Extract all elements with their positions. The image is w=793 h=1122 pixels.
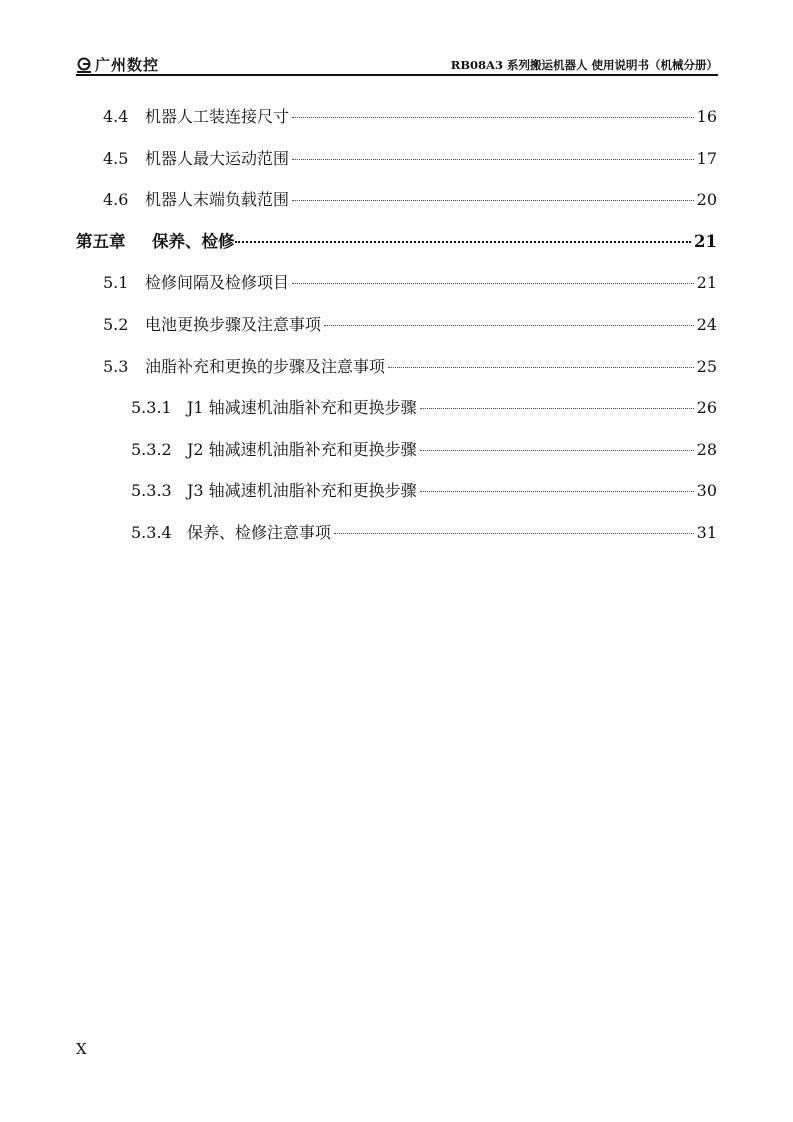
dot-leader (334, 533, 694, 534)
header-rule (76, 74, 718, 76)
dot-leader (420, 491, 694, 492)
toc-entry-title: 检修间隔及检修项目 (145, 273, 290, 292)
logo-text: 广州数控 (95, 56, 160, 74)
toc-subentry-number: 5.3.1 (131, 398, 172, 417)
toc-subentry-number: 5.3.2 (131, 440, 172, 459)
toc-chapter-page: 21 (694, 232, 717, 251)
toc-subentry-page: 31 (696, 523, 717, 542)
toc-entry[interactable] (103, 149, 717, 169)
toc-entry-title: 机器人末端负载范围 (145, 190, 290, 209)
toc-entry-page: 20 (696, 190, 717, 209)
dot-leader (292, 283, 694, 284)
dot-leader (324, 325, 694, 326)
toc-entry-number: 4.4 (103, 107, 129, 126)
toc-entry[interactable] (103, 273, 717, 293)
toc-entry-number: 5.3 (103, 357, 129, 376)
toc-subentry-title: J1 轴减速机油脂补充和更换步骤 (187, 398, 417, 417)
toc-entry-number: 4.6 (103, 190, 129, 209)
toc-entry-number: 5.1 (103, 273, 129, 292)
toc-subentry-title: 保养、检修注意事项 (187, 523, 332, 542)
toc-entry-page: 24 (696, 315, 717, 334)
gsk-logo-icon (76, 57, 92, 73)
dot-leader (388, 367, 694, 368)
toc-entry-title: 机器人最大运动范围 (145, 149, 290, 168)
toc-entry-title: 机器人工装连接尺寸 (145, 107, 290, 126)
toc-subentry-number: 5.3.4 (131, 523, 172, 542)
dot-leader (420, 450, 694, 451)
toc-subentry-title: J2 轴减速机油脂补充和更换步骤 (187, 440, 417, 459)
toc-subentry[interactable] (131, 398, 717, 418)
dot-leader (292, 200, 694, 201)
page-header (76, 52, 718, 74)
toc-entry-title: 电池更换步骤及注意事项 (145, 315, 322, 334)
toc-subentry-page: 26 (696, 398, 717, 417)
toc-entry-page: 21 (696, 273, 717, 292)
toc-entry[interactable] (103, 357, 717, 377)
toc-subentry-number: 5.3.3 (131, 481, 172, 500)
toc-entry-page: 25 (696, 357, 717, 376)
toc-entry-title: 油脂补充和更换的步骤及注意事项 (145, 357, 386, 376)
dot-leader (235, 241, 692, 243)
toc-subentry[interactable] (131, 440, 717, 460)
toc-subentry-title: J3 轴减速机油脂补充和更换步骤 (187, 481, 417, 500)
toc-entry-number: 5.2 (103, 315, 129, 334)
dot-leader (292, 117, 694, 118)
dot-leader (420, 408, 694, 409)
page-number: X (76, 1040, 87, 1058)
toc-entry[interactable] (103, 315, 717, 335)
toc-entry-number: 4.5 (103, 149, 129, 168)
toc-entry[interactable] (103, 190, 717, 210)
company-logo (76, 54, 159, 75)
toc-chapter-entry[interactable] (76, 232, 717, 252)
toc-subentry-page: 30 (696, 481, 717, 500)
toc-subentry[interactable] (131, 481, 717, 501)
toc-entry[interactable] (103, 107, 717, 127)
dot-leader (292, 159, 694, 160)
toc-subentry-page: 28 (696, 440, 717, 459)
toc-entry-page: 17 (696, 149, 717, 168)
toc-entry-page: 16 (696, 107, 717, 126)
document-title: RB08A3 系列搬运机器人 使用说明书（机械分册） (450, 58, 718, 72)
toc-chapter-number: 第五章 (76, 232, 126, 251)
toc-chapter-title: 保养、检修 (152, 232, 235, 251)
toc-subentry[interactable] (131, 523, 717, 543)
